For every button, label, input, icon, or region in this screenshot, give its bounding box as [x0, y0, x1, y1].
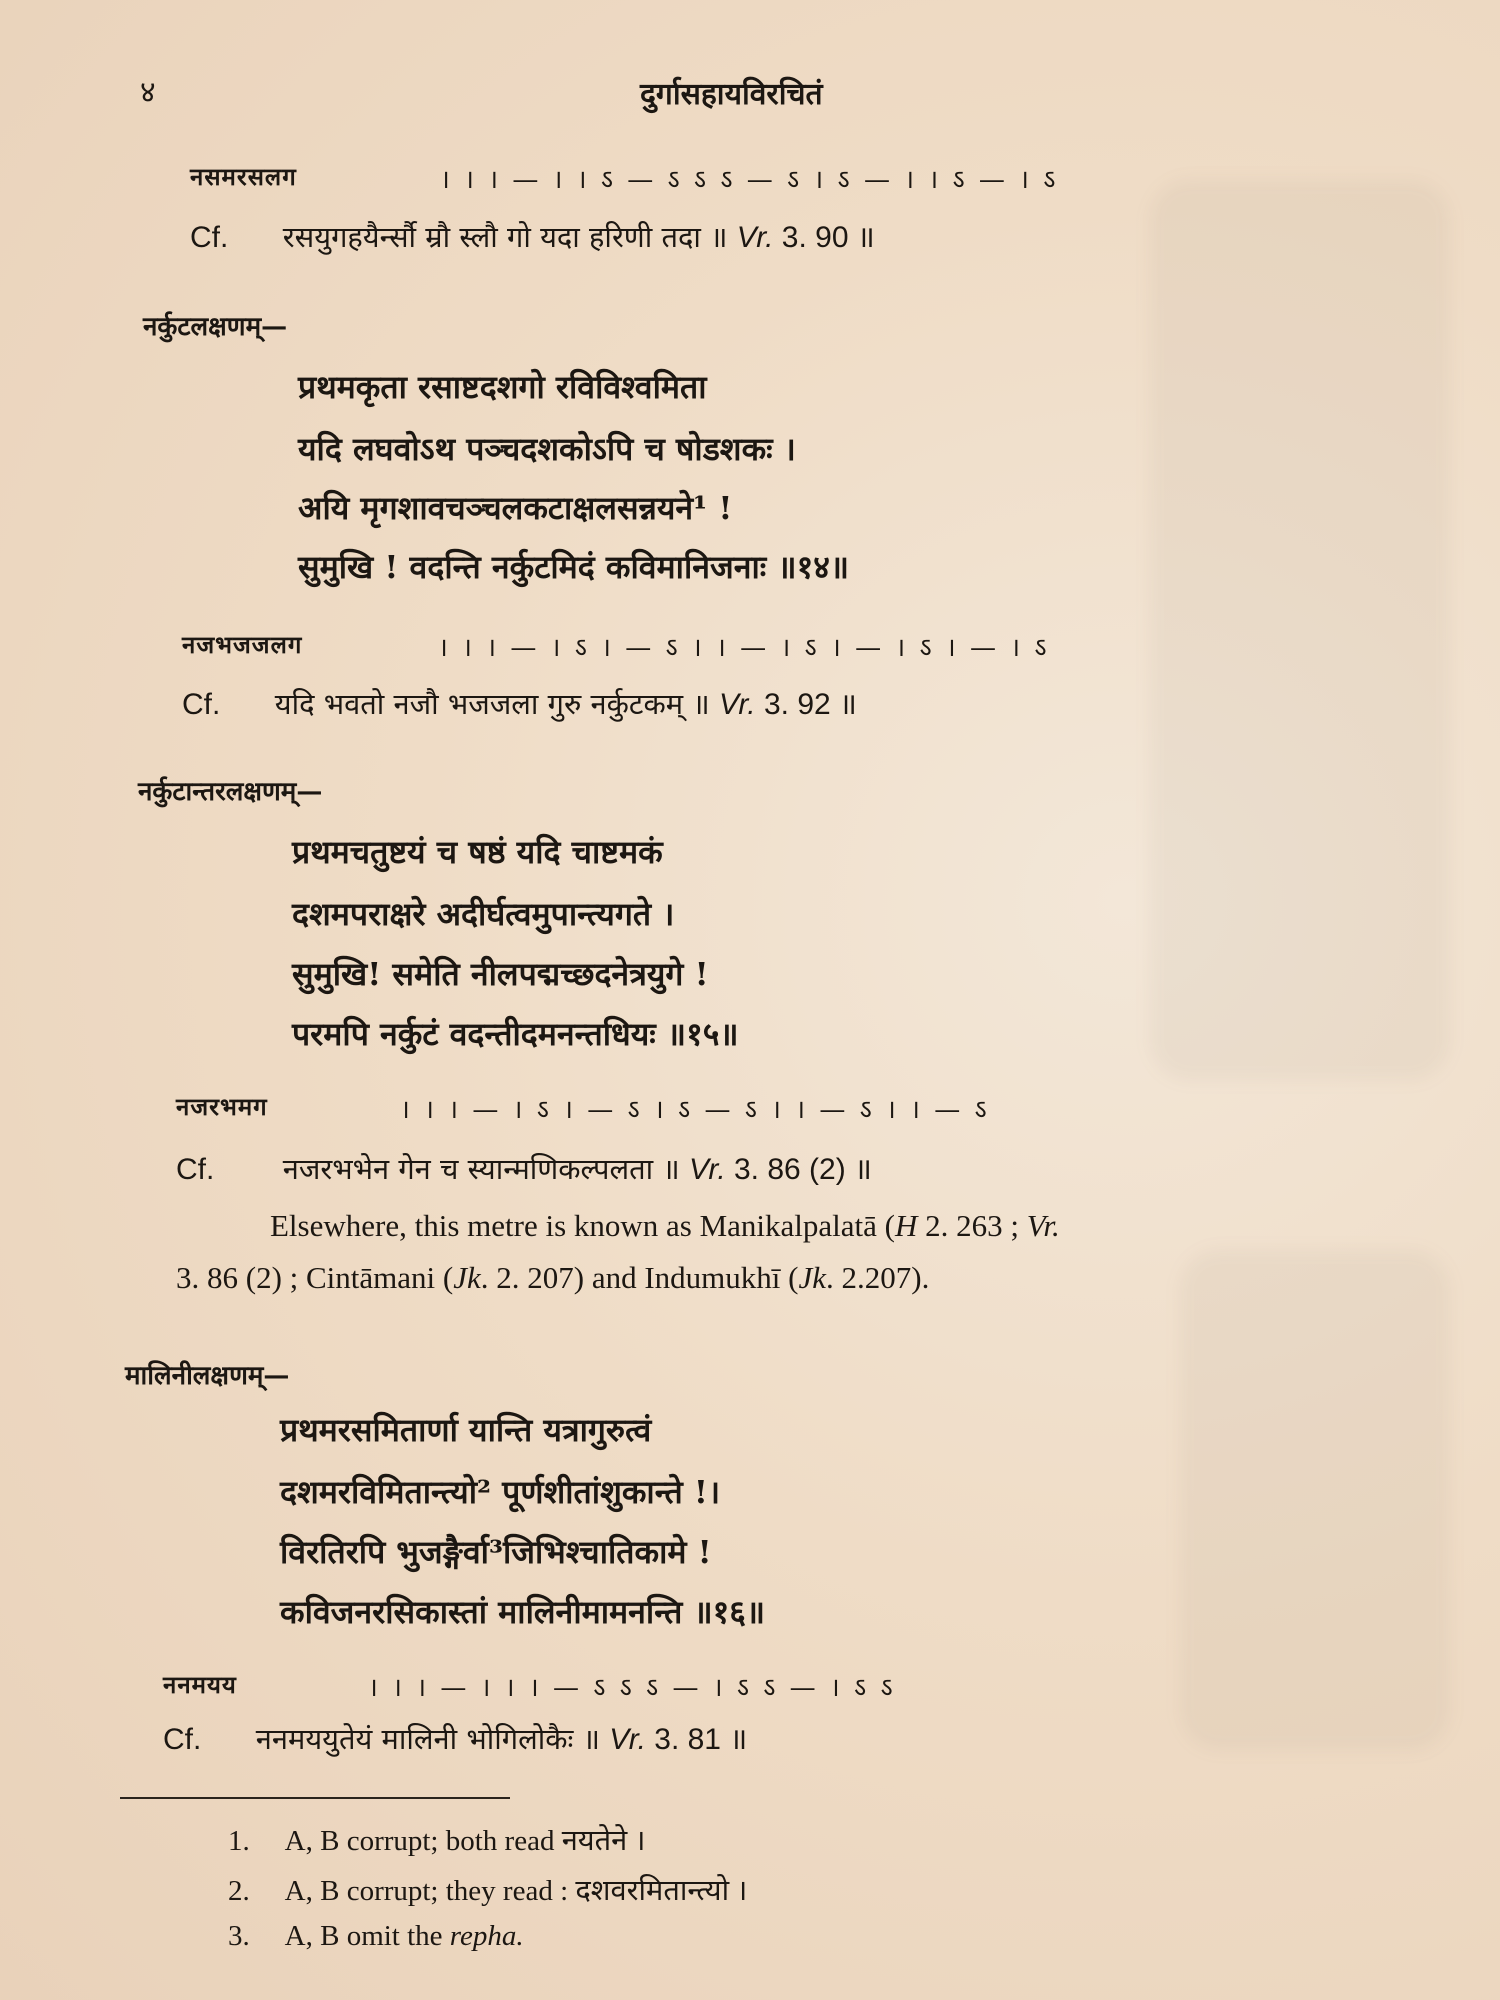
- verse-line: दशमपराक्षरे अदीर्घत्वमुपान्त्यगते ।: [292, 895, 675, 933]
- footnote-number: 3.: [228, 1920, 250, 1952]
- footnote: [228, 1820, 645, 1859]
- verse-line: सुमुखि! समेति नीलपद्मच्छदनेत्रयुगे !: [292, 955, 709, 993]
- footnote-number: 2.: [228, 1875, 250, 1907]
- cf-text: रसयुगहयैर्न्सौ म्रौ स्लौ गो यदा हरिणी तदा ॥: [282, 220, 728, 254]
- verse-line: अयि मृगशावचञ्चलकटाक्षलसन्नयने¹ !: [298, 489, 733, 527]
- metre-scheme: । । । — । । । — ऽ ऽ ऽ — । ऽ ऽ — । ऽ ऽ: [368, 1673, 896, 1703]
- cf-line: [190, 215, 875, 256]
- gana-label: ननमयय: [163, 1670, 237, 1699]
- verse-line: विरतिरपि भुजङ्गैर्वा³जिभिश्चातिकामे !: [280, 1533, 712, 1571]
- section-heading: नर्कुटलक्षणम्—: [143, 312, 288, 342]
- cf-ref: Vr. 3. 92 ॥: [718, 688, 858, 721]
- cf-text: ननमययुतेयं मालिनी भोगिलोकैः ॥: [255, 1722, 601, 1756]
- verse-line: प्रथमकृता रसाष्टदशगो रविविश्वमिता: [298, 368, 707, 406]
- footnote: [228, 1870, 747, 1909]
- cf-line: [176, 1147, 872, 1188]
- metre-scheme: । । । — । ऽ । — ऽ । । — । ऽ । — । ऽ । — । ऽ: [438, 633, 1050, 663]
- verse-line: प्रथमरसमितार्णा यान्ति यत्रागुरुत्वं: [280, 1411, 652, 1449]
- cf-text: नजरभभेन गेन च स्यान्मणिकल्पलता ॥: [282, 1152, 680, 1186]
- verse-line: कविजनरसिकास्तां मालिनीमामनन्ति ॥१६॥: [280, 1593, 766, 1631]
- footnote-text: A, B omit the repha.: [284, 1920, 524, 1952]
- gana-label: नसमरसलग: [190, 162, 297, 191]
- section-heading: नर्कुटान्तरलक्षणम्—: [138, 777, 323, 807]
- section-heading: मालिनीलक्षणम्—: [125, 1361, 290, 1391]
- verse-line: दशमरविमितान्त्यो² पूर्णशीतांशुकान्ते !।: [280, 1473, 721, 1511]
- cf-text: यदि भवतो नजौ भजजला गुरु नर्कुटकम् ॥: [274, 687, 710, 721]
- cf-label: Cf.: [163, 1723, 202, 1756]
- cf-line: [182, 682, 857, 723]
- verse-line: यदि लघवोऽथ पञ्चदशकोऽपि च षोडशकः ।: [298, 430, 796, 468]
- paragraph-line-1: Elsewhere, this metre is known as Manikalpalatā (H 2. 263 ; Vr.: [270, 1208, 1060, 1243]
- gana-label: नजभजजलग: [182, 630, 303, 659]
- verse-line: प्रथमचतुष्टयं च षष्ठं यदि चाष्टमकं: [292, 833, 663, 871]
- verse-line: सुमुखि ! वदन्ति नर्कुटमिदं कविमानिजनाः ॥१४॥: [298, 548, 850, 586]
- page-number: ४: [140, 75, 156, 110]
- cf-ref: Vr. 3. 86 (2) ॥: [688, 1153, 873, 1186]
- metre-scheme: । । । — । ऽ । — ऽ । ऽ — ऽ । । — ऽ । । — ऽ: [400, 1095, 990, 1125]
- running-head: दुर्गासहायविरचितं: [640, 77, 823, 112]
- footnote-text: A, B corrupt; both read नयतेने ।: [284, 1825, 646, 1857]
- cf-line: [163, 1717, 747, 1758]
- paper-bleed-2: [1180, 1250, 1450, 1750]
- cf-ref: Vr. 3. 81 ॥: [609, 1723, 748, 1756]
- footnote: [228, 1920, 524, 1953]
- paper-bleed-1: [1150, 180, 1450, 1080]
- gana-label: नजरभमग: [176, 1092, 268, 1121]
- verse-line: परमपि नर्कुटं वदन्तीदमनन्तधियः ॥१५॥: [292, 1015, 739, 1053]
- metre-scheme: । । । — । । ऽ — ऽ ऽ ऽ — ऽ । ऽ — । । ऽ — । ऽ: [440, 165, 1059, 195]
- cf-label: Cf.: [176, 1153, 215, 1186]
- cf-label: Cf.: [190, 221, 229, 254]
- paragraph-line-2: 3. 86 (2) ; Cintāmani (Jk. 2. 207) and Indumukhī (Jk. 2.207).: [176, 1260, 930, 1295]
- footnote-number: 1.: [228, 1825, 250, 1857]
- footnote-text: A, B corrupt; they read : दशवरमितान्त्यो ।: [284, 1875, 748, 1907]
- cf-label: Cf.: [182, 688, 221, 721]
- footnote-divider: [120, 1797, 510, 1799]
- cf-ref: Vr. 3. 90 ॥: [736, 221, 875, 254]
